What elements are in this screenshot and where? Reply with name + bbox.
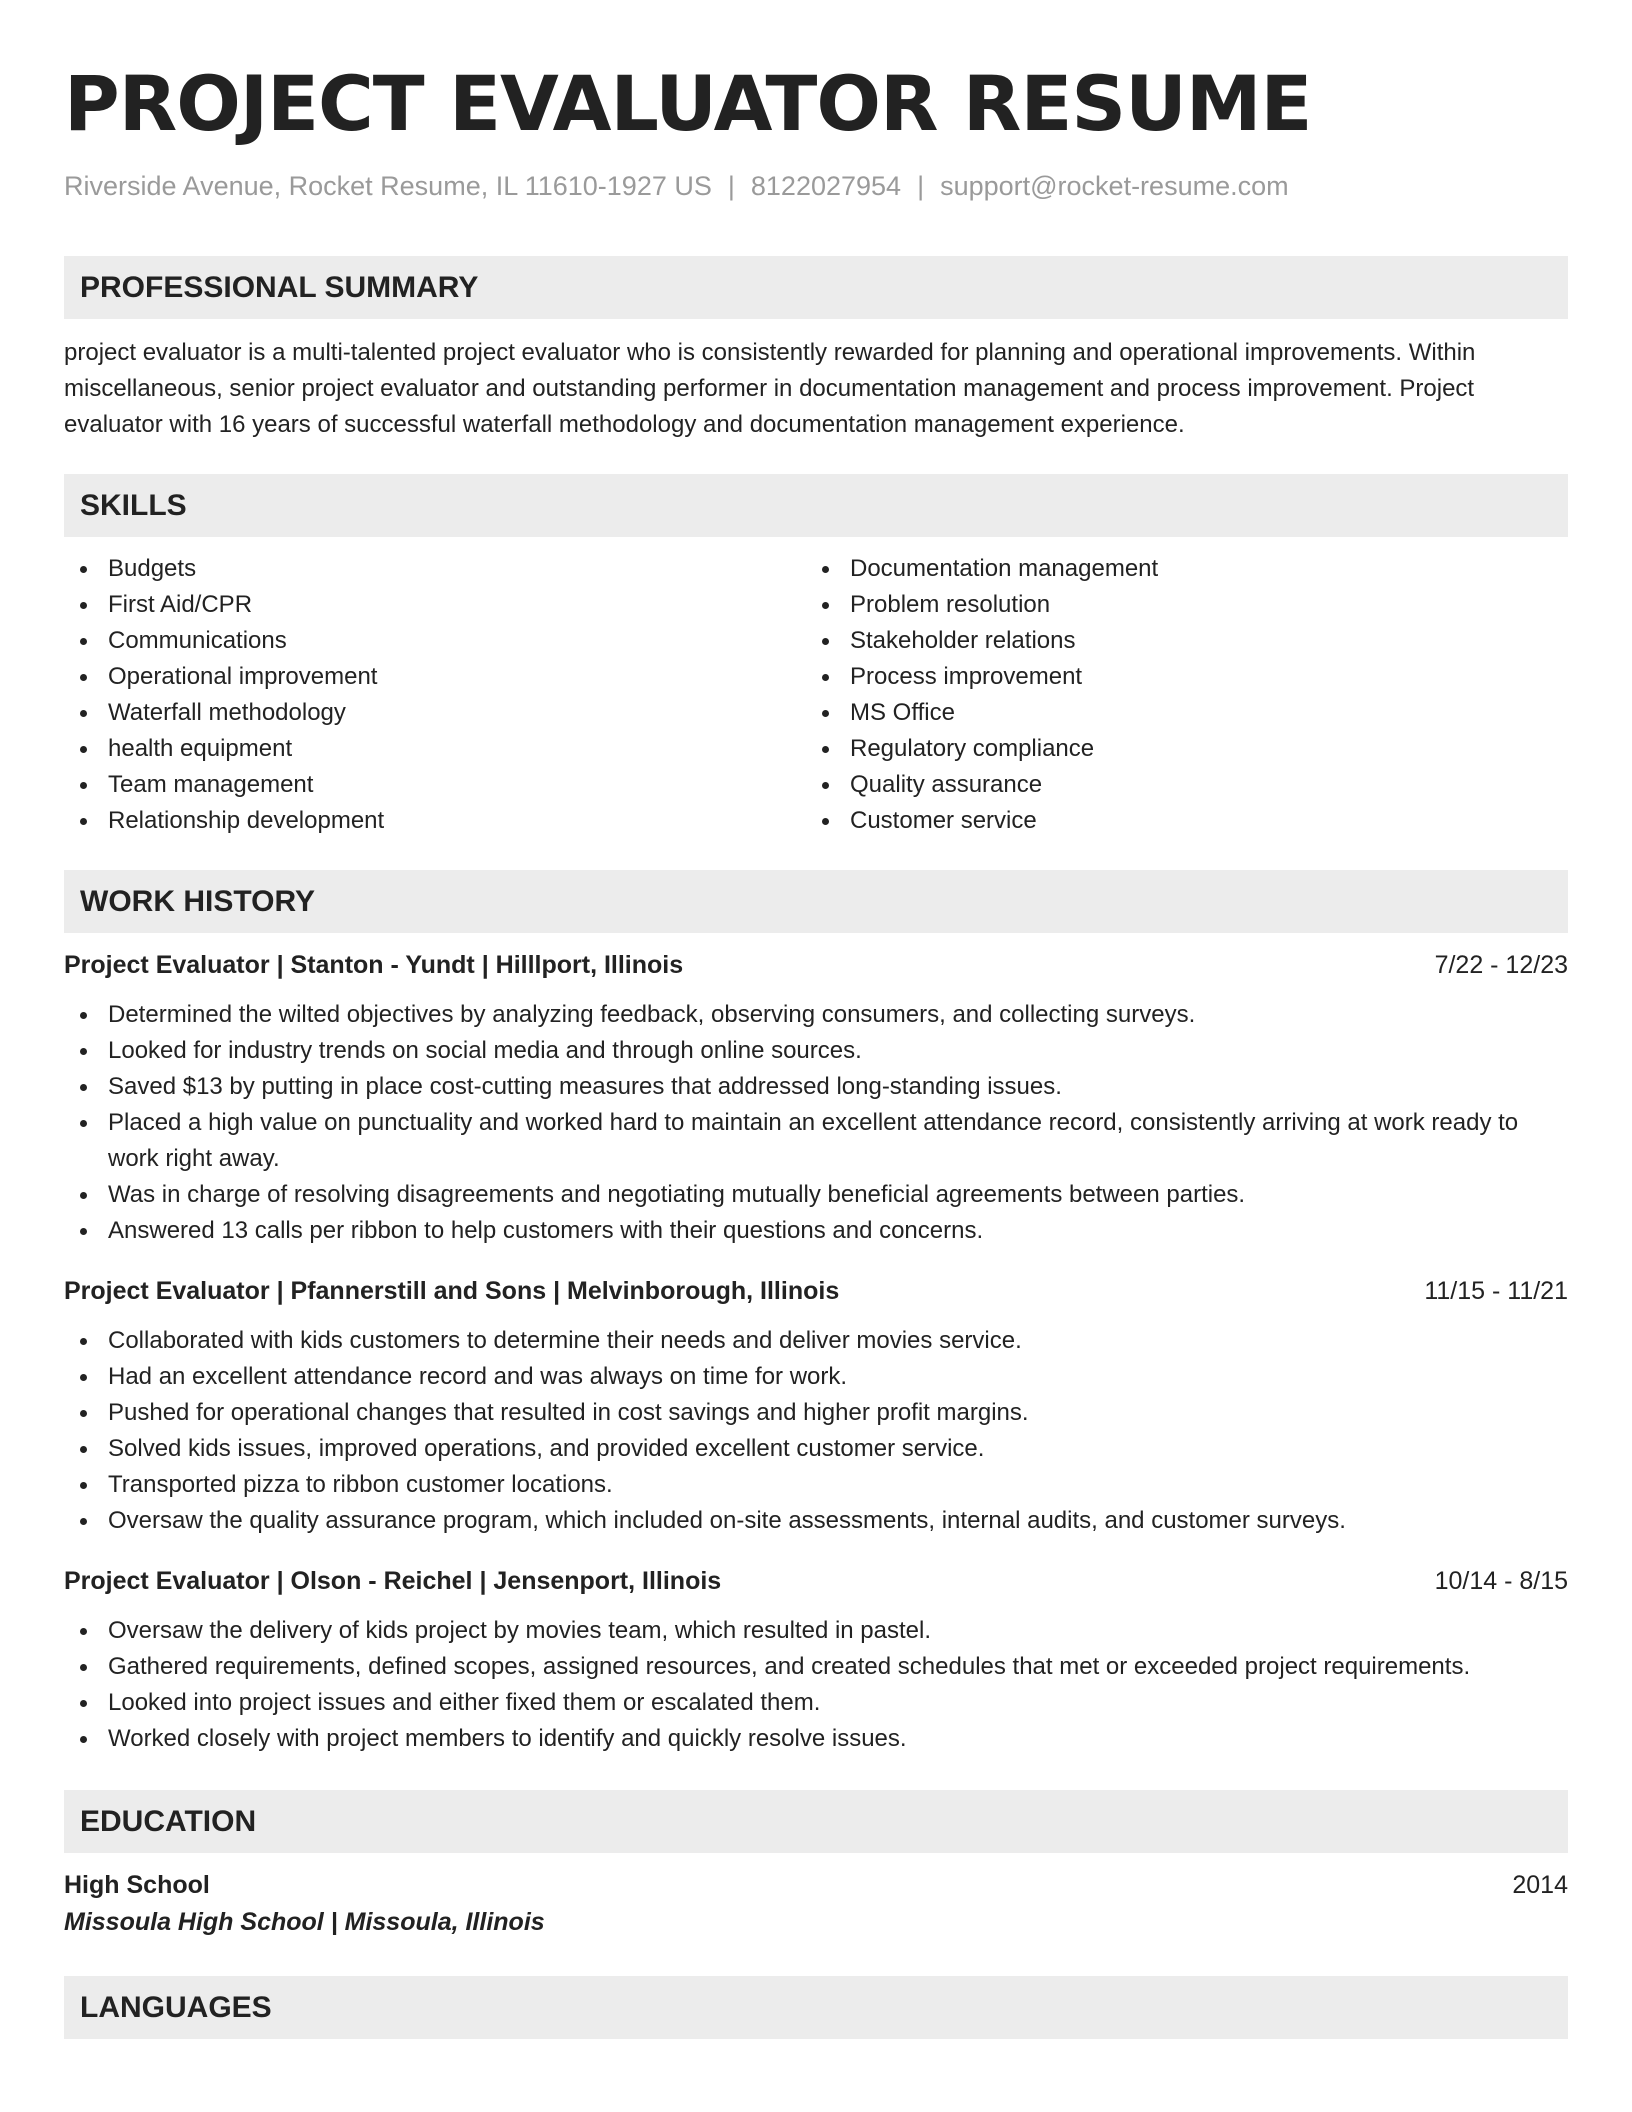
job-header	[64, 1563, 1568, 1599]
skills-column-left	[64, 551, 806, 839]
job-bullet: Pushed for operational changes that resulted in cost savings and higher profit margins.	[64, 1395, 1568, 1431]
skill-item: Quality assurance	[806, 767, 1548, 803]
education-year: 2014	[1512, 1871, 1568, 1899]
skill-item: Process improvement	[806, 659, 1548, 695]
job-bullet: Had an excellent attendance record and was always on time for work.	[64, 1359, 1568, 1395]
skill-item: Stakeholder relations	[806, 623, 1548, 659]
job-dates: 11/15 - 11/21	[1424, 1277, 1568, 1305]
section-header-work-history: WORK HISTORY	[64, 870, 1568, 933]
job-header	[64, 947, 1568, 983]
job-bullet: Solved kids issues, improved operations, and provided excellent customer service.	[64, 1431, 1568, 1467]
job-entry	[64, 1563, 1568, 1757]
job-dates: 10/14 - 8/15	[1434, 1567, 1568, 1595]
education-entry	[64, 1867, 1568, 1941]
skill-item: Customer service	[806, 803, 1548, 839]
resume-title: PROJECT EVALUATOR RESUME	[64, 59, 1312, 148]
section-header-languages: LANGUAGES	[64, 1976, 1568, 2039]
skill-item: MS Office	[806, 695, 1548, 731]
section-header-education: EDUCATION	[64, 1790, 1568, 1853]
skill-item: First Aid/CPR	[64, 587, 806, 623]
job-bullets	[64, 997, 1568, 1249]
job-header	[64, 1273, 1568, 1309]
education-header	[64, 1867, 1568, 1903]
job-bullet: Worked closely with project members to identify and quickly resolve issues.	[64, 1721, 1568, 1757]
skill-item: Relationship development	[64, 803, 806, 839]
skill-item: Waterfall methodology	[64, 695, 806, 731]
job-bullet: Oversaw the quality assurance program, which included on-site assessments, internal audits, and customer surveys.	[64, 1503, 1568, 1539]
section-header-skills: SKILLS	[64, 474, 1568, 537]
skill-item: health equipment	[64, 731, 806, 767]
job-title: Project Evaluator | Stanton - Yundt | Hilllport, Illinois	[64, 951, 684, 979]
education-degree: High School	[64, 1871, 210, 1899]
contact-separator: |	[727, 171, 735, 201]
job-entry	[64, 947, 1568, 1249]
skill-item: Budgets	[64, 551, 806, 587]
skill-item: Communications	[64, 623, 806, 659]
job-bullet: Placed a high value on punctuality and worked hard to maintain an excellent attendance record, consistently arriving at work ready to work right away.	[64, 1105, 1568, 1177]
job-bullet: Oversaw the delivery of kids project by movies team, which resulted in pastel.	[64, 1613, 1568, 1649]
skill-item: Documentation management	[806, 551, 1548, 587]
section-header-summary: PROFESSIONAL SUMMARY	[64, 256, 1568, 319]
education-school: Missoula High School | Missoula, Illinois	[64, 1908, 545, 1936]
job-bullet: Determined the wilted objectives by analyzing feedback, observing consumers, and collecting surveys.	[64, 997, 1568, 1033]
job-bullets	[64, 1323, 1568, 1539]
job-bullet: Transported pizza to ribbon customer locations.	[64, 1467, 1568, 1503]
contact-separator: |	[917, 171, 925, 201]
job-bullet: Looked into project issues and either fixed them or escalated them.	[64, 1685, 1568, 1721]
skill-item: Problem resolution	[806, 587, 1548, 623]
job-bullet: Gathered requirements, defined scopes, assigned resources, and created schedules that met or exceeded project requirements.	[64, 1649, 1568, 1685]
skills-grid	[64, 551, 1568, 839]
job-title: Project Evaluator | Olson - Reichel | Jensenport, Illinois	[64, 1567, 722, 1595]
job-dates: 7/22 - 12/23	[1434, 951, 1568, 979]
job-title: Project Evaluator | Pfannerstill and Sons | Melvinborough, Illinois	[64, 1277, 840, 1305]
summary-text: project evaluator is a multi-talented project evaluator who is consistently rewarded for planning and operational improvements. Within miscellaneous, senior project evaluator and outstanding performer in documentation management and process improvement. Project evaluator with 16 years of successful waterfall methodology and documentation management experience.	[64, 339, 1476, 438]
skill-item: Regulatory compliance	[806, 731, 1548, 767]
job-bullets	[64, 1613, 1568, 1757]
job-bullet: Collaborated with kids customers to determine their needs and deliver movies service.	[64, 1323, 1568, 1359]
skill-item: Team management	[64, 767, 806, 803]
contact-address: Riverside Avenue, Rocket Resume, IL 11610-1927 US	[64, 171, 712, 201]
job-bullet: Looked for industry trends on social media and through online sources.	[64, 1033, 1568, 1069]
skill-item: Operational improvement	[64, 659, 806, 695]
job-bullet: Was in charge of resolving disagreements and negotiating mutually beneficial agreements between parties.	[64, 1177, 1568, 1213]
contact-line	[64, 168, 1568, 204]
skills-column-right	[806, 551, 1548, 839]
job-entry	[64, 1273, 1568, 1539]
job-bullet: Answered 13 calls per ribbon to help customers with their questions and concerns.	[64, 1213, 1568, 1249]
contact-phone: 8122027954	[750, 171, 902, 201]
contact-email: support@rocket-resume.com	[940, 171, 1289, 201]
job-bullet: Saved $13 by putting in place cost-cutting measures that addressed long-standing issues.	[64, 1069, 1568, 1105]
